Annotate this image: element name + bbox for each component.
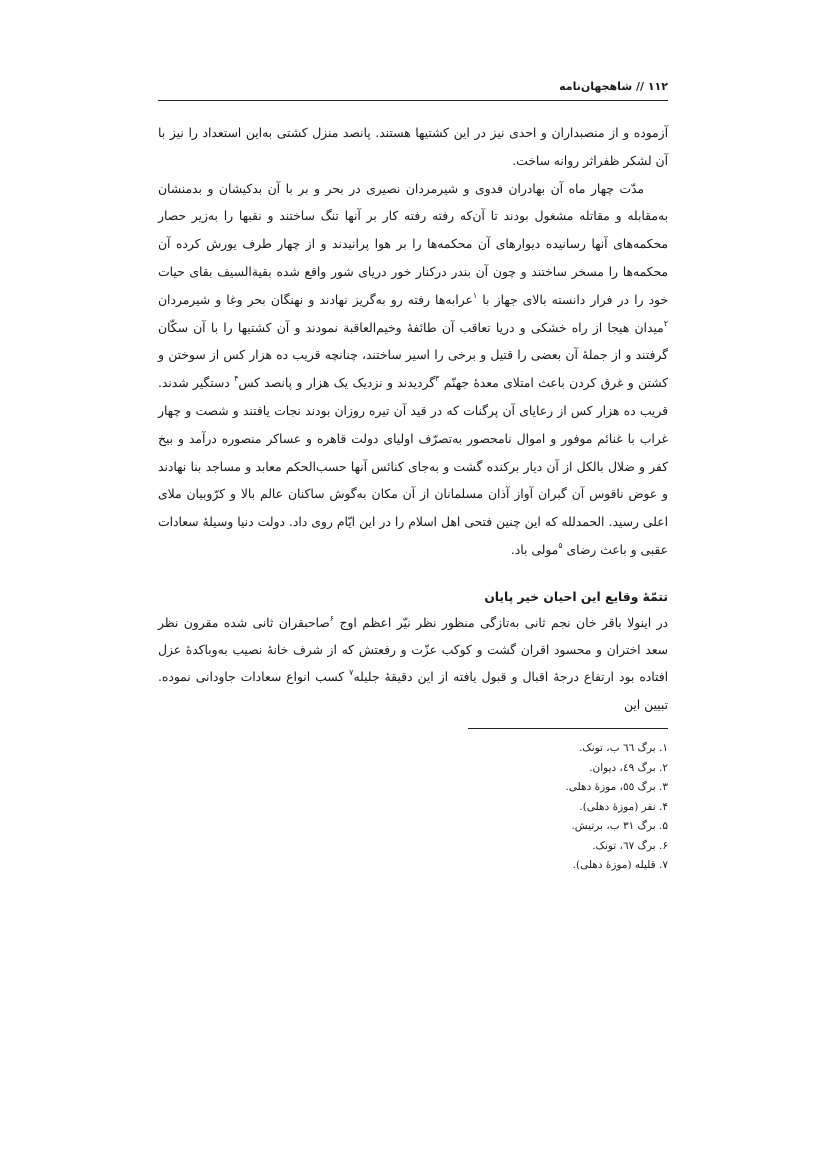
footnote-marker-6[interactable]: ۶: [329, 614, 335, 623]
paragraph-battle-part-5: دستگیر شدند. قریب ده هزار کس از رعایای آن پرگنات که در قید آن تیره روزان بودند نجات یافتند و شصت و چهار غراب با غنائم موفور و اموال نامحصور به‌تصرّف اولیای دولت قاهره و عساکر منصوره درآمد و بیخ کفر و ضلال بالکل از آن دیار برکنده گشت و به‌جای کنائس آنها حسب‌الحکم معابد و مساجد بنا نهادند و عوض ناقوس آن گبران آواز آذان مسلمانان از آن مکان به‌گوش ساکنان عالم بالا و کرّوبیان ملای اعلی رسید. الحمدلله که این چنین فتحی اهل اسلام را در این ایّام روی داد. دولت دنیا وسیلهٔ سعادات عقبی و باعث رضای: [158, 376, 668, 557]
paragraph-battle-part-6: مولی باد.: [510, 542, 559, 557]
paragraph-battle: [158, 176, 668, 565]
book-page: [158, 0, 668, 1169]
footnote-marker-5[interactable]: ۵: [558, 540, 563, 550]
section-heading: تتمّهٔ وقایع این احیان خیر پایان: [484, 590, 668, 604]
section-text: [158, 610, 668, 719]
footnote-marker-2[interactable]: ۲: [663, 318, 668, 328]
paragraph-battle-part-1: مدّت چهار ماه آن بهادران فدوی و شیرمردان نصیری در بحر و بر با آن بدکیشان و بدمنشان به‌مقابله و مقاتله مشغول بودند تا آن‌که رفته رفته کار بر آنها تنگ ساختند و نقبها را به‌زیر حصار محکمه‌های آنها رسانیده دیوارهای آن محکمه‌ها را بر هوا پرانیدند و از چهار طرف یورش کرده آن محکمه‌ها را مسخر ساختند و چون آن بندر درکنار خور دریای شور واقع شده بقیةالسیف بقای حیات خود را در فرار دانسته بالای جهاز با: [158, 181, 668, 307]
section-paragraph-part-1: در اینولا باقر خان نجم ثانی به‌تازگی منظور نظر نیّر اعظم اوج: [334, 616, 668, 630]
footnote-marker-3[interactable]: ۳: [435, 374, 440, 384]
footnotes-list: [158, 739, 668, 876]
header-rule: [158, 100, 668, 101]
footnote-item: ۷. قلیله (موزهٔ دهلی).: [572, 859, 668, 871]
main-text: [158, 120, 668, 565]
footnote-marker-1[interactable]: ۱: [472, 290, 478, 300]
footnote-marker-4[interactable]: ۴: [234, 374, 239, 384]
paragraph-battle-part-4: گردیدند و نزدیک یک هزار و پانصد کس: [238, 376, 436, 391]
footnote-item: ۱. برگ ٦٦ ب، تونک.: [578, 742, 668, 754]
paragraph-continuation: آزموده و از منصبداران و احدی نیز در این کشتیها هستند. پانصد منزل کشتی به‌این استعداد را نیز با آن لشکر ظفراثر روانه ساخت.: [158, 126, 668, 168]
footnote-item: ۵. برگ ۳۱ ب، برتیش.: [571, 820, 668, 832]
footnote-item: ۴. نفر (موزهٔ دهلی).: [579, 800, 668, 813]
section-paragraph-part-2: صاحبقران ثانی شده مقرون نظر سعد اختران و محسود اقران گشت و کوکب عزّت و رفعتش که از شرف خانهٔ نصیب به‌وباکدهٔ عزل افتاده بود ارتفاع درجهٔ اقبال و قبول یافته از این دقیقهٔ جلیله: [158, 616, 668, 685]
section-paragraph-part-3: کسب انواع سعادات جاودانی نموده. تبیین این: [158, 670, 668, 712]
footnote-item: ۶. برگ ٦٧، تونک.: [592, 839, 668, 852]
footnote-rule: [468, 728, 668, 729]
footnote-marker-7[interactable]: ۷: [349, 668, 354, 678]
footnote-item: ۳. برگ ٥٥، موزهٔ دهلی.: [565, 781, 668, 793]
footnote-item: ۲. برگ ٤٩، دیوان.: [589, 761, 668, 774]
paragraph-battle-part-3: میدان هیجا از راه خشکی و دریا تعاقب آن طائفهٔ وخیم‌العاقبة نمودند و آن کشتیها را با آن سکّان گرفتند و از جملهٔ آن بعضی را قتیل و برخی را اسیر ساختند، چنانچه قریب ده هزار کس از سوختن و کشتن و غرق کردن باعث امتلای معدهٔ جهنّم: [158, 320, 668, 391]
paragraph-battle-part-2: عرابه‌ها رفته رو به‌گریز نهادند و نهنگان بحر وغا و شیرمردان: [158, 292, 473, 307]
running-head: ۱۱۲ // شاهجهان‌نامه: [559, 80, 668, 93]
section-paragraph: [158, 610, 668, 719]
